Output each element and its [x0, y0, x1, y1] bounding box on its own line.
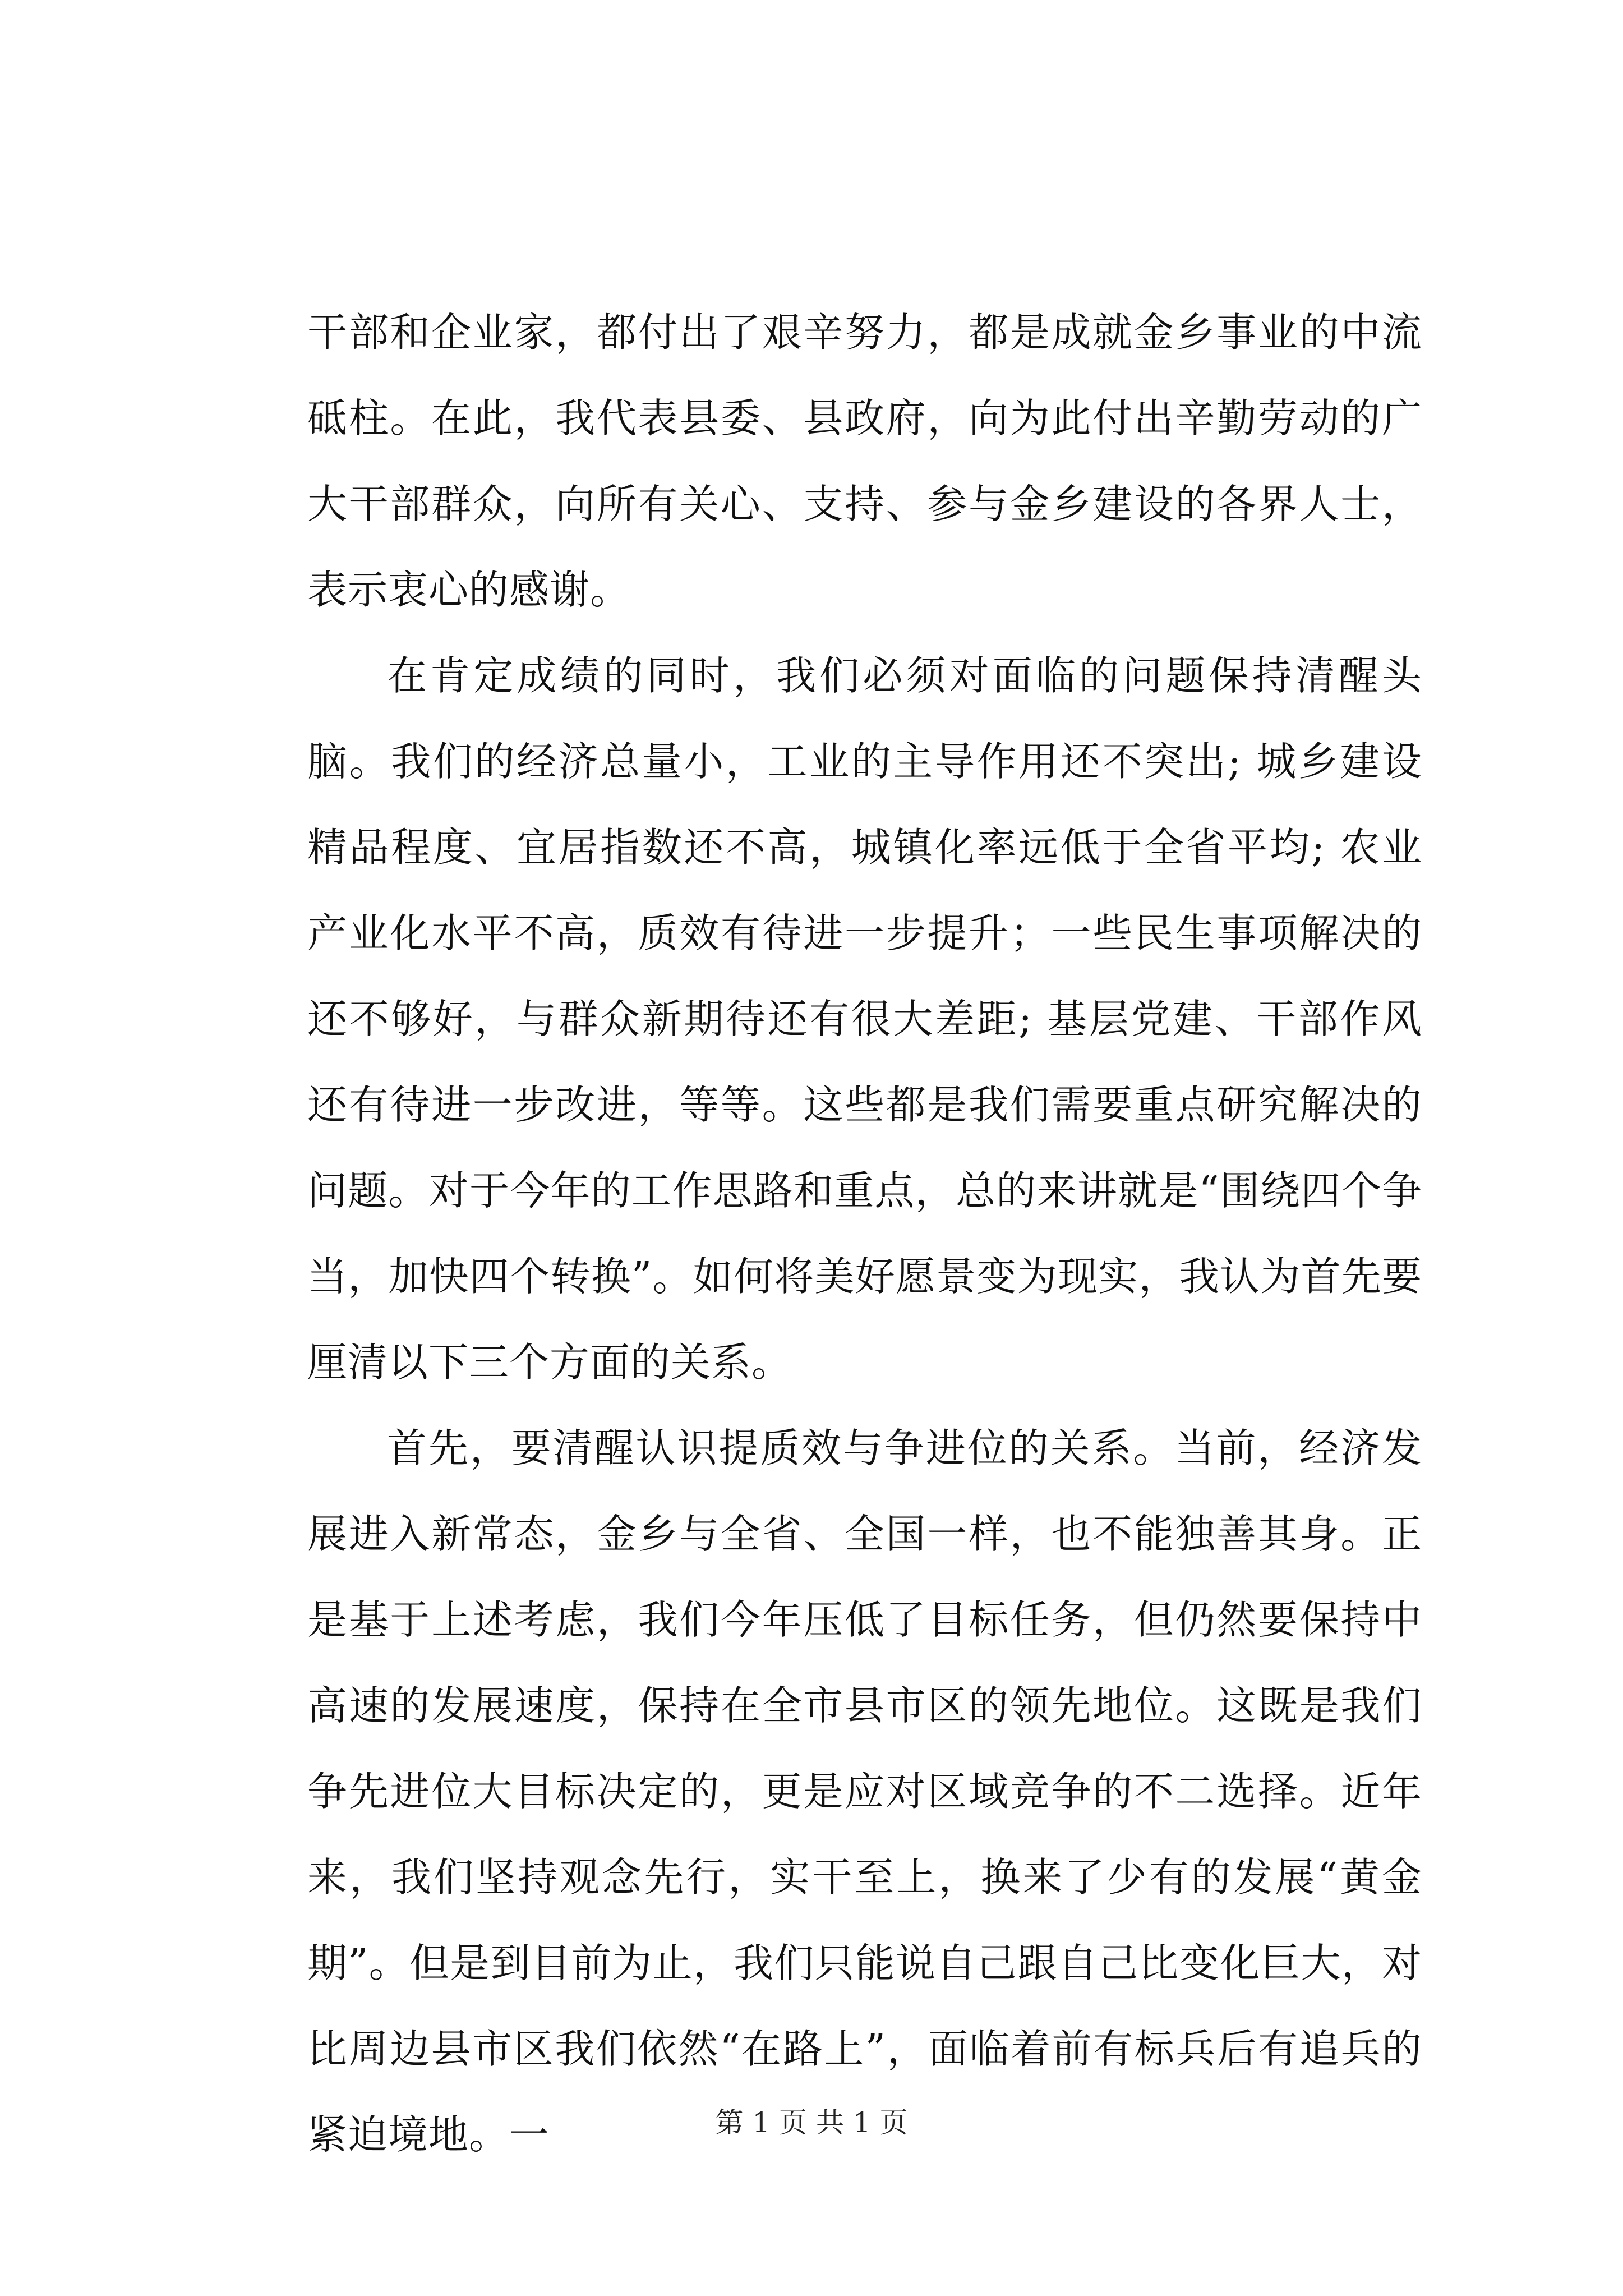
paragraph-2: 在肯定成绩的同时，我们必须对面临的问题保持清醒头脑。我们的经济总量小，工业的主导作用还不突出; 城乡建设精品程度、宜居指数还不高，城镇化率远低于全省平均; 农业产业化水平不高，质效有待进一步提升；一些民生事项解决的还不够好，与群众新期待还有很大差距; 基层党建、干部作风还有待进一步改进，等等。这些都是我们需要重点研究解决的问题。对于今年的工作思路和重点，总的来讲就是“围绕四个争当，加快四个转换”。如何将美好愿景变为现实，我认为首先要厘清以下三个方面的关系。 — [307, 652, 1422, 1386]
page-footer — [0, 2106, 1623, 2139]
page-number-label: 第 1 页 共 1 页 — [715, 2106, 908, 2139]
paragraph-1: 干部和企业家，都付出了艰辛努力，都是成就金乡事业的中流砥柱。在此，我代表县委、县政府，向为此付出辛勤劳动的广大干部群众，向所有关心、支持、参与金乡建设的各界人士，表示衷心的感谢。 — [307, 309, 1422, 613]
document-body — [307, 289, 1422, 2178]
paragraph-3: 首先，要清醒认识提质效与争进位的关系。当前，经济发展进入新常态，金乡与全省、全国一样，也不能独善其身。正是基于上述考虑，我们今年压低了目标任务，但仍然要保持中高速的发展速度，保持在全市县市区的领先地位。这既是我们争先进位大目标决定的，更是应对区域竞争的不二选择。近年来，我们坚持观念先行，实干至上，换来了少有的发展“黄金期”。但是到目前为止，我们只能说自己跟自己比变化巨大，对比周边县市区我们依然“在路上”，面临着前有标兵后有追兵的紧迫境地。一 — [307, 1425, 1422, 2158]
